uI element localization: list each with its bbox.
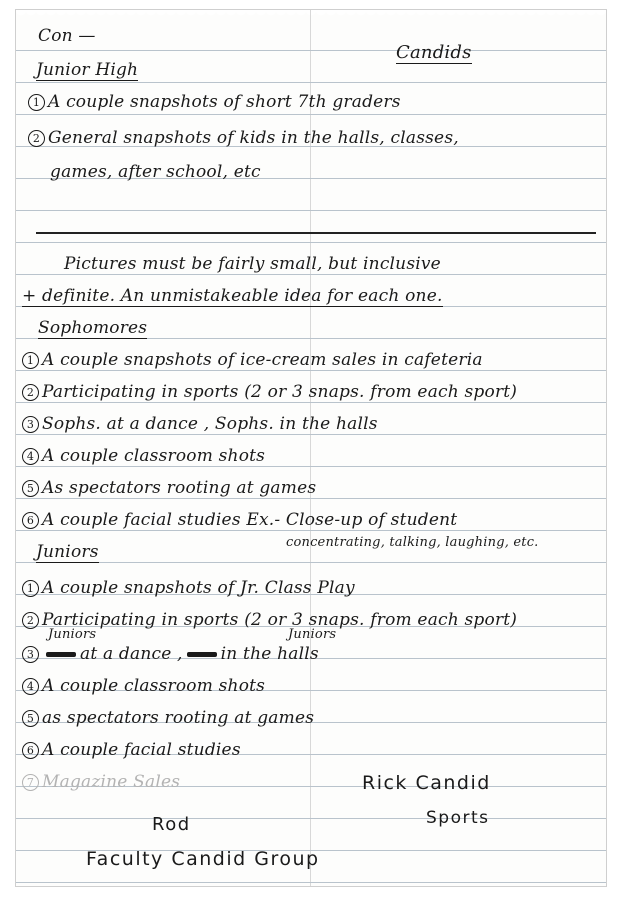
number-circle: 2 (22, 612, 39, 629)
jh-item-1 (28, 94, 401, 111)
scribble-mark (187, 652, 217, 657)
soph-item-6-text: A couple facial studies Ex.- Close-up of student (42, 510, 458, 530)
jr-item-2-text: Participating in sports (2 or 3 snaps. from each sport) (42, 610, 518, 630)
jr-insert-juniors-1: Juniors (48, 627, 97, 642)
ruled-line (16, 274, 606, 275)
jr-item-3-text-b: in the halls (220, 644, 319, 664)
soph-item-4-text: A couple classroom shots (42, 446, 266, 466)
sophomores-heading: Sophomores (38, 318, 148, 338)
note-line-1: Pictures must be fairly small, but inclusive (64, 254, 441, 274)
torn-edge (16, 10, 606, 24)
number-circle: 6 (22, 742, 39, 759)
number-circle: 1 (22, 580, 39, 597)
ruled-line (16, 50, 606, 51)
jh-item-2-text: General snapshots of kids in the halls, classes, (48, 128, 459, 148)
ruled-line (16, 882, 606, 883)
jr-item-6 (22, 742, 241, 759)
facial-studies-note: concentrating, talking, laughing, etc. (286, 535, 539, 550)
soph-item-3 (22, 416, 378, 433)
ruled-line (16, 562, 606, 563)
faculty-candid-group-note: Faculty Candid Group (86, 848, 320, 870)
jr-item-5 (22, 710, 314, 727)
jh-item-1-text: A couple snapshots of short 7th graders (48, 92, 401, 112)
jr-item-4 (22, 678, 265, 695)
ruled-line (16, 466, 606, 467)
jr-item-3 (22, 646, 319, 663)
scribble-mark (46, 652, 76, 657)
soph-item-6 (22, 512, 457, 529)
ruled-line (16, 114, 606, 115)
jr-item-7 (22, 774, 180, 791)
sports-note: Sports (426, 808, 490, 828)
number-circle: 3 (22, 416, 39, 433)
rick-candid-note: Rick Candid (362, 772, 491, 794)
soph-item-5-text: As spectators rooting at games (42, 478, 317, 498)
jr-item-4-text: A couple classroom shots (42, 676, 266, 696)
soph-item-3-text: Sophs. at a dance , Sophs. in the halls (42, 414, 378, 434)
ruled-line (16, 818, 606, 819)
juniors-heading: Juniors (36, 542, 99, 562)
notebook-page (16, 10, 606, 886)
jh-item-2-cont: games, after school, etc (50, 162, 261, 182)
number-circle: 4 (22, 448, 39, 465)
soph-item-4 (22, 448, 265, 465)
note-line-2: + definite. An unmistakeable idea for each one. (22, 286, 443, 306)
jr-item-1-text: A couple snapshots of Jr. Class Play (42, 578, 355, 598)
ruled-line (16, 530, 606, 531)
candids-title: Candids (396, 42, 472, 63)
ruled-line (16, 434, 606, 435)
number-circle: 2 (22, 384, 39, 401)
jr-item-5-text: as spectators rooting at games (42, 708, 315, 728)
ruled-line (16, 498, 606, 499)
ruled-line (16, 82, 606, 83)
number-circle: 4 (22, 678, 39, 695)
divider-line (36, 232, 596, 234)
soph-item-1-text: A couple snapshots of ice-cream sales in cafeteria (42, 350, 483, 370)
number-circle: 1 (28, 94, 45, 111)
jr-item-2 (22, 612, 517, 629)
rod-note: Rod (152, 814, 191, 835)
number-circle: 3 (22, 646, 39, 663)
ruled-line (16, 402, 606, 403)
jr-item-3-text-a: at a dance , (80, 644, 183, 664)
jr-item-6-text: A couple facial studies (42, 740, 241, 760)
number-circle: 5 (22, 710, 39, 727)
ruled-line (16, 210, 606, 211)
jr-item-1 (22, 580, 355, 597)
number-circle: 7 (22, 774, 39, 791)
soph-item-5 (22, 480, 316, 497)
soph-item-2 (22, 384, 517, 401)
ruled-line (16, 242, 606, 243)
soph-item-2-text: Participating in sports (2 or 3 snaps. from each sport) (42, 382, 518, 402)
jr-item-7-text: Magazine Sales (42, 772, 181, 792)
soph-item-1 (22, 352, 483, 369)
number-circle: 2 (28, 130, 45, 147)
number-circle: 5 (22, 480, 39, 497)
junior-high-heading: Junior High (36, 60, 139, 80)
ruled-line (16, 370, 606, 371)
jh-item-2 (28, 130, 459, 147)
con-label: Con — (38, 26, 96, 46)
number-circle: 1 (22, 352, 39, 369)
jr-insert-juniors-2: Juniors (288, 627, 337, 642)
number-circle: 6 (22, 512, 39, 529)
